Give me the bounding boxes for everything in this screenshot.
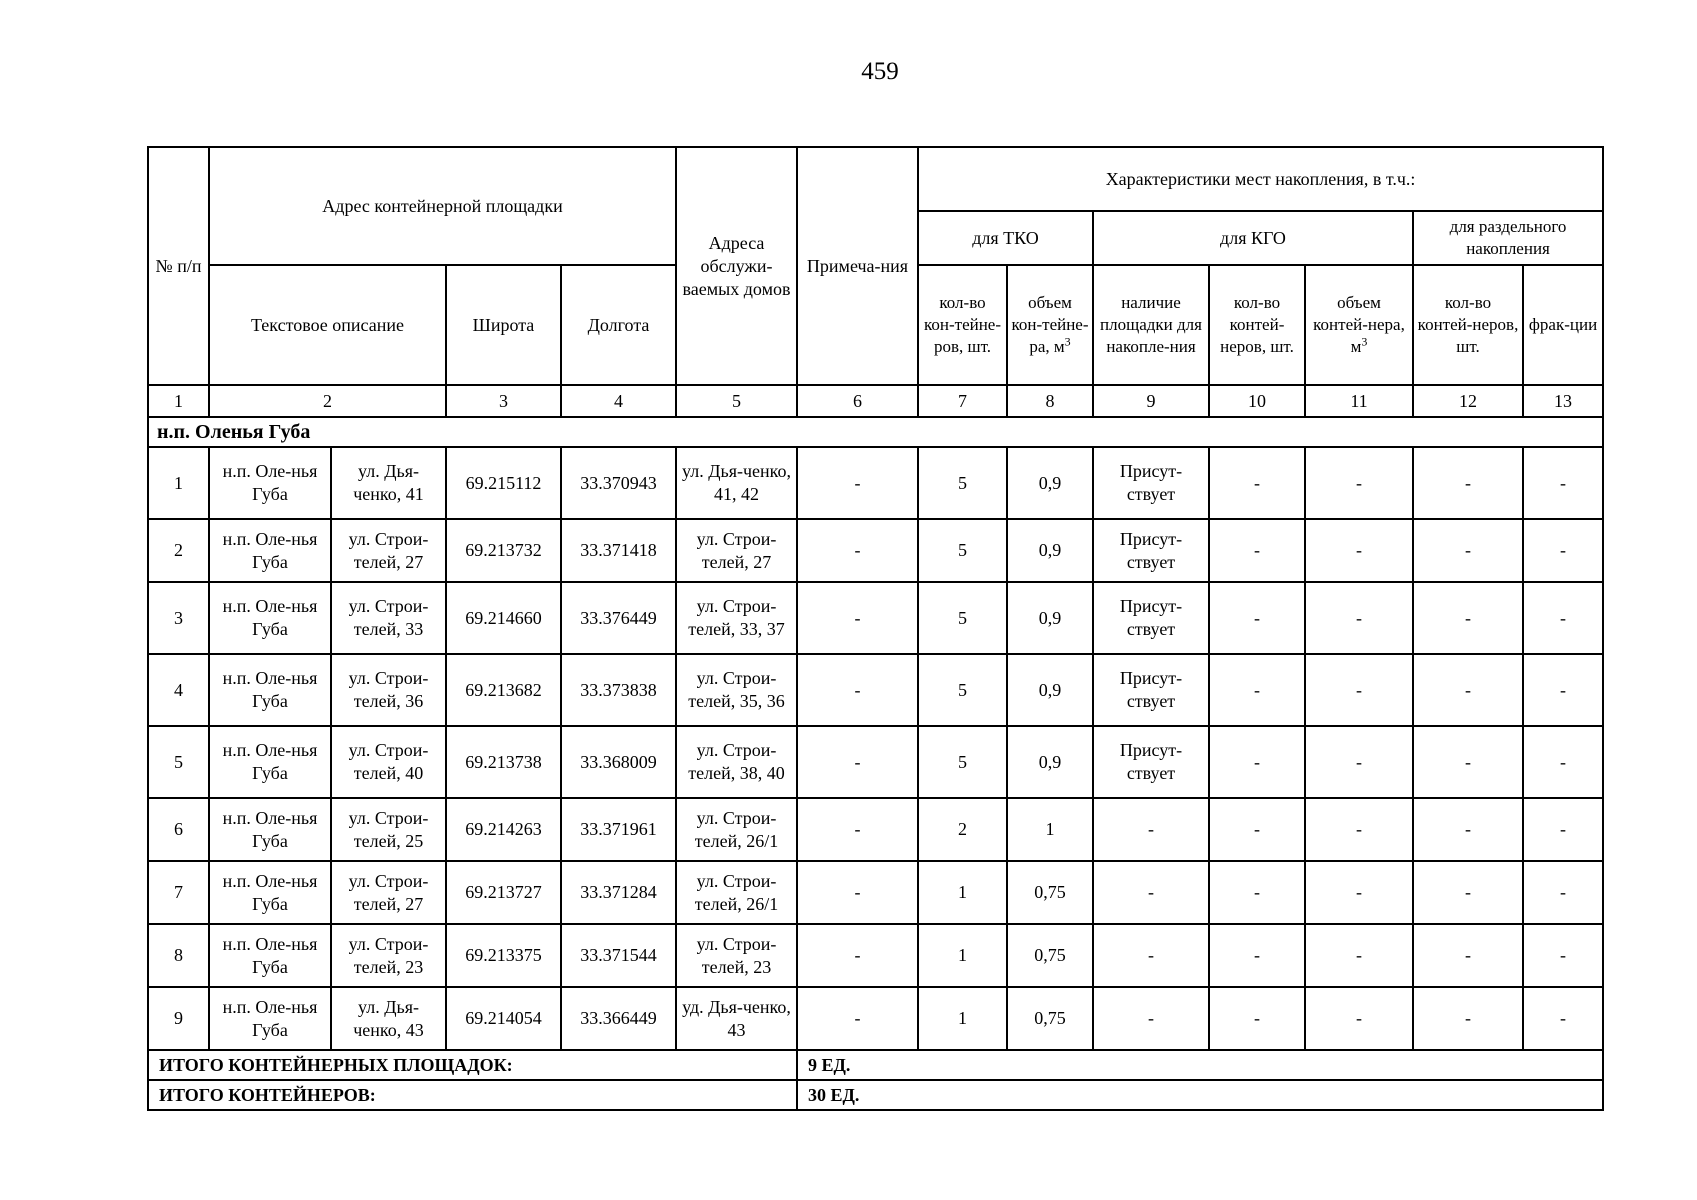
header-sep-fractions: фрак-ции [1523,265,1603,385]
cell-note: - [797,447,918,519]
table-row [148,447,1603,519]
cell-served-houses: ул. Строи-телей, 26/1 [676,861,797,924]
col-number: 10 [1209,385,1305,417]
cell-street-address: ул. Строи-телей, 33 [331,582,446,654]
cell-kgo-count: - [1209,924,1305,987]
cell-row-number: 9 [148,987,209,1050]
cell-latitude: 69.214263 [446,798,561,861]
cell-tko-volume: 1 [1007,798,1093,861]
cell-served-houses: уд. Дья-ченко, 43 [676,987,797,1050]
cell-locality: н.п. Оле-нья Губа [209,861,331,924]
cell-row-number: 6 [148,798,209,861]
header-num: № п/п [148,147,209,385]
cell-row-number: 5 [148,726,209,798]
col-number: 8 [1007,385,1093,417]
cell-kgo-site: - [1093,987,1209,1050]
cell-note: - [797,861,918,924]
cell-street-address: ул. Строи-телей, 25 [331,798,446,861]
table-row [148,654,1603,726]
cell-locality: н.п. Оле-нья Губа [209,726,331,798]
cell-longitude: 33.366449 [561,987,676,1050]
table-row [148,519,1603,582]
cell-tko-count: 5 [918,726,1007,798]
cell-longitude: 33.376449 [561,582,676,654]
header-served-houses: Адреса обслужи-ваемых домов [676,147,797,385]
cell-tko-count: 1 [918,861,1007,924]
cell-street-address: ул. Строи-телей, 40 [331,726,446,798]
cell-served-houses: ул. Строи-телей, 27 [676,519,797,582]
col-number: 9 [1093,385,1209,417]
cell-kgo-volume: - [1305,654,1413,726]
cell-tko-volume: 0,9 [1007,654,1093,726]
header-longitude: Долгота [561,265,676,385]
header-tko-count: кол-во кон-тейне-ров, шт. [918,265,1007,385]
cell-tko-volume: 0,75 [1007,861,1093,924]
cell-street-address: ул. Строи-телей, 23 [331,924,446,987]
cell-kgo-count: - [1209,582,1305,654]
cell-sep-count: - [1413,519,1523,582]
cell-sep-fractions: - [1523,798,1603,861]
cell-row-number: 1 [148,447,209,519]
cell-kgo-count: - [1209,447,1305,519]
cell-tko-count: 2 [918,798,1007,861]
cell-sep-fractions: - [1523,654,1603,726]
cell-note: - [797,987,918,1050]
col-number: 2 [209,385,446,417]
header-text-desc: Текстовое описание [209,265,446,385]
cell-note: - [797,924,918,987]
cell-latitude: 69.215112 [446,447,561,519]
cell-street-address: ул. Дья-ченко, 43 [331,987,446,1050]
col-number: 12 [1413,385,1523,417]
cell-kgo-volume: - [1305,726,1413,798]
cell-row-number: 7 [148,861,209,924]
table-row [148,798,1603,861]
cell-sep-count: - [1413,861,1523,924]
page-number: 459 [861,58,899,85]
cell-kgo-volume: - [1305,582,1413,654]
cell-kgo-count: - [1209,798,1305,861]
cell-latitude: 69.214054 [446,987,561,1050]
cell-note: - [797,726,918,798]
cell-longitude: 33.370943 [561,447,676,519]
table-row [148,861,1603,924]
header-kgo-volume: объем контей-нера, $м^3$ [1305,265,1413,385]
cell-longitude: 33.371961 [561,798,676,861]
cell-tko-volume: 0,9 [1007,519,1093,582]
header-separate: для раздельного накопления [1413,211,1603,265]
cell-tko-volume: 0,75 [1007,987,1093,1050]
cell-latitude: 69.213732 [446,519,561,582]
cell-latitude: 69.214660 [446,582,561,654]
cell-tko-count: 5 [918,582,1007,654]
column-numbers-row [148,385,1603,417]
header-characteristics: Характеристики мест накопления, в т.ч.: [918,147,1603,211]
container-sites-table [147,146,1604,1111]
cell-tko-count: 1 [918,924,1007,987]
cell-sep-count: - [1413,447,1523,519]
cell-kgo-volume: - [1305,987,1413,1050]
header-kgo: для КГО [1093,211,1413,265]
cell-sep-fractions: - [1523,447,1603,519]
table-row [148,726,1603,798]
cell-locality: н.п. Оле-нья Губа [209,924,331,987]
cell-kgo-volume: - [1305,519,1413,582]
col-number: 6 [797,385,918,417]
cell-tko-volume: 0,75 [1007,924,1093,987]
col-number: 5 [676,385,797,417]
col-number: 7 [918,385,1007,417]
cell-kgo-count: - [1209,519,1305,582]
cell-row-number: 3 [148,582,209,654]
header-note: Примеча-ния [797,147,918,385]
cell-sep-fractions: - [1523,924,1603,987]
cell-longitude: 33.373838 [561,654,676,726]
cell-sep-fractions: - [1523,582,1603,654]
cell-served-houses: ул. Строи-телей, 35, 36 [676,654,797,726]
cell-sep-fractions: - [1523,519,1603,582]
cell-kgo-site: Присут-ствует [1093,726,1209,798]
cell-locality: н.п. Оле-нья Губа [209,519,331,582]
total-sites-label: ИТОГО КОНТЕЙНЕРНЫХ ПЛОЩАДОК: [148,1050,797,1080]
cell-tko-volume: 0,9 [1007,726,1093,798]
cell-tko-count: 5 [918,654,1007,726]
cell-row-number: 8 [148,924,209,987]
cell-kgo-count: - [1209,987,1305,1050]
cell-locality: н.п. Оле-нья Губа [209,447,331,519]
cell-latitude: 69.213727 [446,861,561,924]
cell-served-houses: ул. Дья-ченко, 41, 42 [676,447,797,519]
cell-latitude: 69.213738 [446,726,561,798]
cell-note: - [797,654,918,726]
cell-note: - [797,798,918,861]
cell-sep-fractions: - [1523,861,1603,924]
cell-street-address: ул. Дья-ченко, 41 [331,447,446,519]
total-sites-value: 9 ЕД. [797,1050,1603,1080]
cell-kgo-site: - [1093,798,1209,861]
cell-latitude: 69.213682 [446,654,561,726]
cell-tko-count: 5 [918,447,1007,519]
cell-row-number: 4 [148,654,209,726]
header-kgo-count: кол-во контей-неров, шт. [1209,265,1305,385]
table-row [148,582,1603,654]
cell-locality: н.п. Оле-нья Губа [209,654,331,726]
cell-note: - [797,519,918,582]
cell-kgo-volume: - [1305,924,1413,987]
cell-tko-count: 5 [918,519,1007,582]
cell-street-address: ул. Строи-телей, 27 [331,519,446,582]
cell-kgo-volume: - [1305,798,1413,861]
cell-latitude: 69.213375 [446,924,561,987]
col-number: 3 [446,385,561,417]
cell-longitude: 33.371284 [561,861,676,924]
cell-sep-count: - [1413,726,1523,798]
cell-street-address: ул. Строи-телей, 27 [331,861,446,924]
header-latitude: Широта [446,265,561,385]
cell-street-address: ул. Строи-телей, 36 [331,654,446,726]
cell-sep-fractions: - [1523,987,1603,1050]
cell-sep-count: - [1413,798,1523,861]
cell-sep-count: - [1413,582,1523,654]
cell-locality: н.п. Оле-нья Губа [209,582,331,654]
cell-kgo-site: Присут-ствует [1093,447,1209,519]
cell-tko-count: 1 [918,987,1007,1050]
total-containers-value: 30 ЕД. [797,1080,1603,1110]
cell-kgo-count: - [1209,654,1305,726]
header-address: Адрес контейнерной площадки [209,147,676,265]
col-number: 13 [1523,385,1603,417]
table-row [148,924,1603,987]
col-number: 1 [148,385,209,417]
cell-sep-count: - [1413,924,1523,987]
cell-kgo-site: - [1093,861,1209,924]
cell-longitude: 33.371418 [561,519,676,582]
header-sep-count: кол-во контей-неров, шт. [1413,265,1523,385]
cell-served-houses: ул. Строи-телей, 23 [676,924,797,987]
col-number: 4 [561,385,676,417]
cell-kgo-site: Присут-ствует [1093,654,1209,726]
cell-longitude: 33.371544 [561,924,676,987]
cell-locality: н.п. Оле-нья Губа [209,798,331,861]
cell-kgo-site: - [1093,924,1209,987]
cell-served-houses: ул. Строи-телей, 38, 40 [676,726,797,798]
cell-served-houses: ул. Строи-телей, 33, 37 [676,582,797,654]
cell-sep-count: - [1413,654,1523,726]
table-row [148,987,1603,1050]
cell-served-houses: ул. Строи-телей, 26/1 [676,798,797,861]
cell-sep-fractions: - [1523,726,1603,798]
cell-kgo-volume: - [1305,447,1413,519]
section-title: н.п. Оленья Губа [148,417,1603,447]
header-kgo-site: наличие площадки для накопле-ния [1093,265,1209,385]
col-number: 11 [1305,385,1413,417]
total-containers-label: ИТОГО КОНТЕЙНЕРОВ: [148,1080,797,1110]
cell-kgo-count: - [1209,726,1305,798]
cell-tko-volume: 0,9 [1007,447,1093,519]
cell-locality: н.п. Оле-нья Губа [209,987,331,1050]
cell-kgo-site: Присут-ствует [1093,582,1209,654]
header-tko-volume: объем кон-тейне-ра, $м^3$ [1007,265,1093,385]
cell-row-number: 2 [148,519,209,582]
cell-sep-count: - [1413,987,1523,1050]
cell-tko-volume: 0,9 [1007,582,1093,654]
cell-note: - [797,582,918,654]
cell-kgo-site: Присут-ствует [1093,519,1209,582]
header-tko: для ТКО [918,211,1093,265]
cell-kgo-volume: - [1305,861,1413,924]
cell-kgo-count: - [1209,861,1305,924]
cell-longitude: 33.368009 [561,726,676,798]
